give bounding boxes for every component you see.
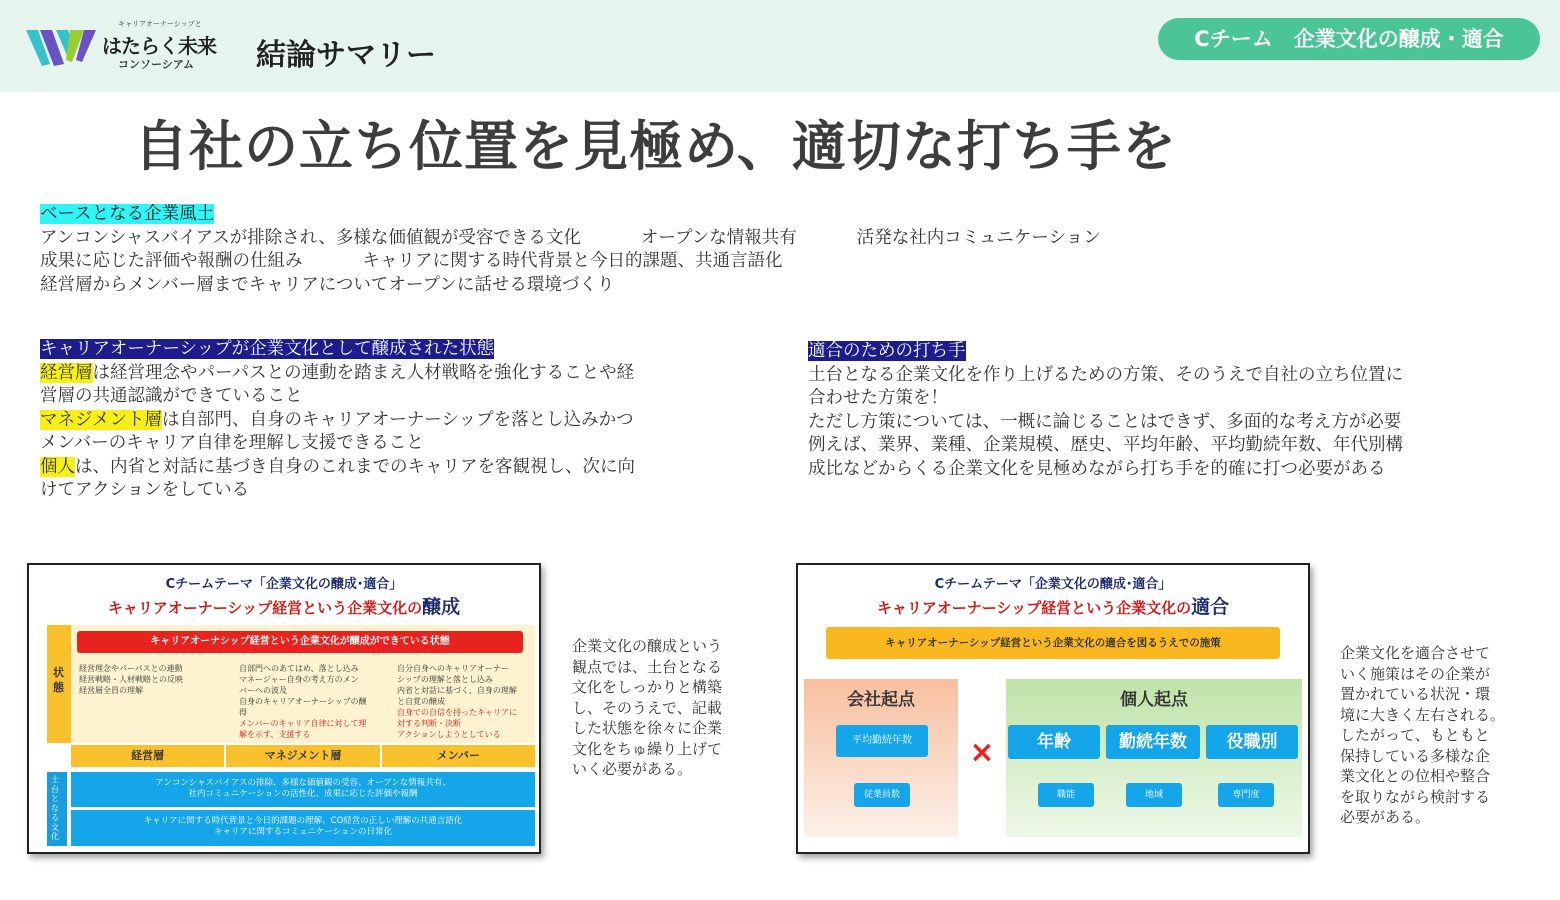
personal-subfactor: 専門度 xyxy=(1218,783,1274,807)
measures-yellow-bar: キャリアオーナーシップ経営という企業文化の適合を図るうえでの施策 xyxy=(826,627,1280,659)
thumb-subtitle: キャリアオーナーシップ経営という企業文化の適合 xyxy=(876,596,1230,618)
fit-measures-text: 成比などからくる企業文化を見極めながら打ち手を的確に打つ必要がある xyxy=(808,458,1386,479)
fit-measures-heading: 適合のための打ち手 xyxy=(808,341,966,361)
base-band-2: キャリアに関する時代背景と今日的課題の理解、CO経営の正しい理解の共通言語化 キャリアに関するコミュニケーションの日常化 xyxy=(71,810,535,846)
highlight-label: マネジメント層 xyxy=(40,409,162,430)
thumb-title: Cチームテーマ「企業文化の醸成･適合」 xyxy=(165,577,403,592)
fit-measures-text: 合わせた方策を！ xyxy=(808,388,948,408)
member-checklist: 自分自身へのキャリアオーナー シップの理解と落とし込み 内省と対話に基づく、自身の理解 と自覚の醸成 自身での自信を持ったキャリアに 対する判断・決断 アクションしようとしている xyxy=(397,664,517,739)
personal-factor: 勤続年数 xyxy=(1106,725,1200,759)
personal-factor: 年齢 xyxy=(1008,725,1100,759)
career-state-text: 営層の共通認識ができていること xyxy=(40,386,303,406)
personal-factor: 役職別 xyxy=(1206,725,1298,759)
fit-measures-text: ただし方策については、一概に論じることはできず、多面的な考え方が必要 xyxy=(808,411,1402,432)
highlight-label: 個人 xyxy=(40,456,75,477)
company-factor: 従業員数 xyxy=(854,783,910,807)
logo-subtitle: コンソーシアム xyxy=(118,58,195,71)
state-red-bar: キャリアオーナシップ経営という企業文化が醸成ができている状態 xyxy=(77,631,523,653)
career-state-text: は自部門、自身のキャリアオーナーシップを落とし込みかつ xyxy=(161,409,634,430)
management-checklist: 経営理念やパーパスとの連動 経営戦略・人材戦略との反映 経営層全員の理解 xyxy=(79,664,183,695)
career-state-text: は、内省と対話に基づき自身のこれまでのキャリアを客観視し、次に向 xyxy=(75,456,635,477)
base-culture-item: オープンな情報共有 xyxy=(640,227,797,248)
fit-measures-text: 例えば、業界、業種、企業規模、歴史、平均年齢、平均勤続年数、年代別構 xyxy=(808,435,1403,455)
fit-measures-text: 土台となる企業文化を作り上げるための方策、そのうえで自社の立ち位置に xyxy=(808,364,1403,385)
fit-measures-section xyxy=(808,340,1403,481)
fit-description: 企業文化を適合させて いく施策はその企業が 置かれている状況・環 境に大きく左右される。 したがって、もともと 保持している多様な企 業文化との位相や整合 を取りながら検討する 必要がある。 xyxy=(1340,644,1506,826)
base-side-label: 土台となる文化 xyxy=(51,775,59,841)
consortium-logo-icon xyxy=(26,26,100,70)
base-culture-section xyxy=(40,203,1101,297)
cultivation-description: 企業文化の醸成という 観点では、土台となる 文化をしっかりと構築 し、そのうえで、記載 した状態を徐々に企業 文化をちゅ繰り上げて いく必要がある。 xyxy=(572,637,723,778)
cross-icon: × xyxy=(969,735,995,770)
career-state-text: は経営理念やパーパスとの連動を踏まえ人材戦略を強化することや経 xyxy=(92,362,635,383)
base-culture-item: 成果に応じた評価や報酬の仕組み xyxy=(40,251,303,271)
highlight-label: 経営層 xyxy=(40,362,93,383)
company-origin-label: 会社起点 xyxy=(847,690,915,710)
section-title: 結論サマリー xyxy=(256,38,436,73)
layer-label: メンバー xyxy=(382,745,535,767)
layer-label: 経営層 xyxy=(71,745,224,767)
manager-checklist: 自部門へのあてはめ、落とし込み マネージャー自身の考え方のメン バーへの波及 自身のキャリアオーナーシップの醸 得 メンバーのキャリア自律に対して理 解を示す、支援する xyxy=(239,664,367,739)
team-label-badge: Cチーム 企業文化の醸成・適合 xyxy=(1158,18,1540,60)
layer-label: マネジメント層 xyxy=(226,745,379,767)
career-state-text: メンバーのキャリア自律を理解し支援できること xyxy=(40,433,424,453)
career-state-section xyxy=(40,338,635,503)
base-culture-item: キャリアに関する時代背景と今日的課題、共通言語化 xyxy=(362,251,783,271)
logo-tagline: キャリアオーナーシップと xyxy=(118,20,202,28)
layer-label-row xyxy=(71,745,535,767)
career-state-heading: キャリアオーナーシップが企業文化として醸成された状態 xyxy=(40,339,495,359)
personal-subfactor: 地域 xyxy=(1126,783,1182,807)
personal-subfactor: 職能 xyxy=(1038,783,1094,807)
fit-slide-thumbnail xyxy=(796,563,1310,854)
base-culture-item: 経営層からメンバー層までキャリアについてオープンに話せる環境づくり xyxy=(40,274,615,295)
company-factor: 平均勤続年数 xyxy=(836,725,928,757)
logo-wordmark: はたらく未来 xyxy=(102,34,216,58)
thumb-title: Cチームテーマ「企業文化の醸成･適合」 xyxy=(934,577,1172,592)
base-culture-heading: ベースとなる企業風土 xyxy=(40,204,215,224)
page-title: 自社の立ち位置を見極め、適切な打ち手を xyxy=(134,115,1177,178)
cultivation-slide-thumbnail xyxy=(27,563,541,854)
personal-origin-label: 個人起点 xyxy=(1120,690,1188,710)
base-culture-item: アンコンシャスバイアスが排除され、多様な価値観が受容できる文化 xyxy=(40,227,581,248)
base-culture-item: 活発な社内コミュニケーション xyxy=(856,227,1101,248)
career-state-text: けてアクションをしている xyxy=(40,480,250,500)
thumb-subtitle: キャリアオーナーシップ経営という企業文化の醸成 xyxy=(107,596,461,618)
base-band-1: アンコンシャスバイアスの排除、多様な価値観の受容、オープンな情報共有、 社内コミュニケーションの活性化、成果に応じた評価や報酬 xyxy=(71,772,535,807)
state-side-label: 状態 xyxy=(53,666,64,694)
